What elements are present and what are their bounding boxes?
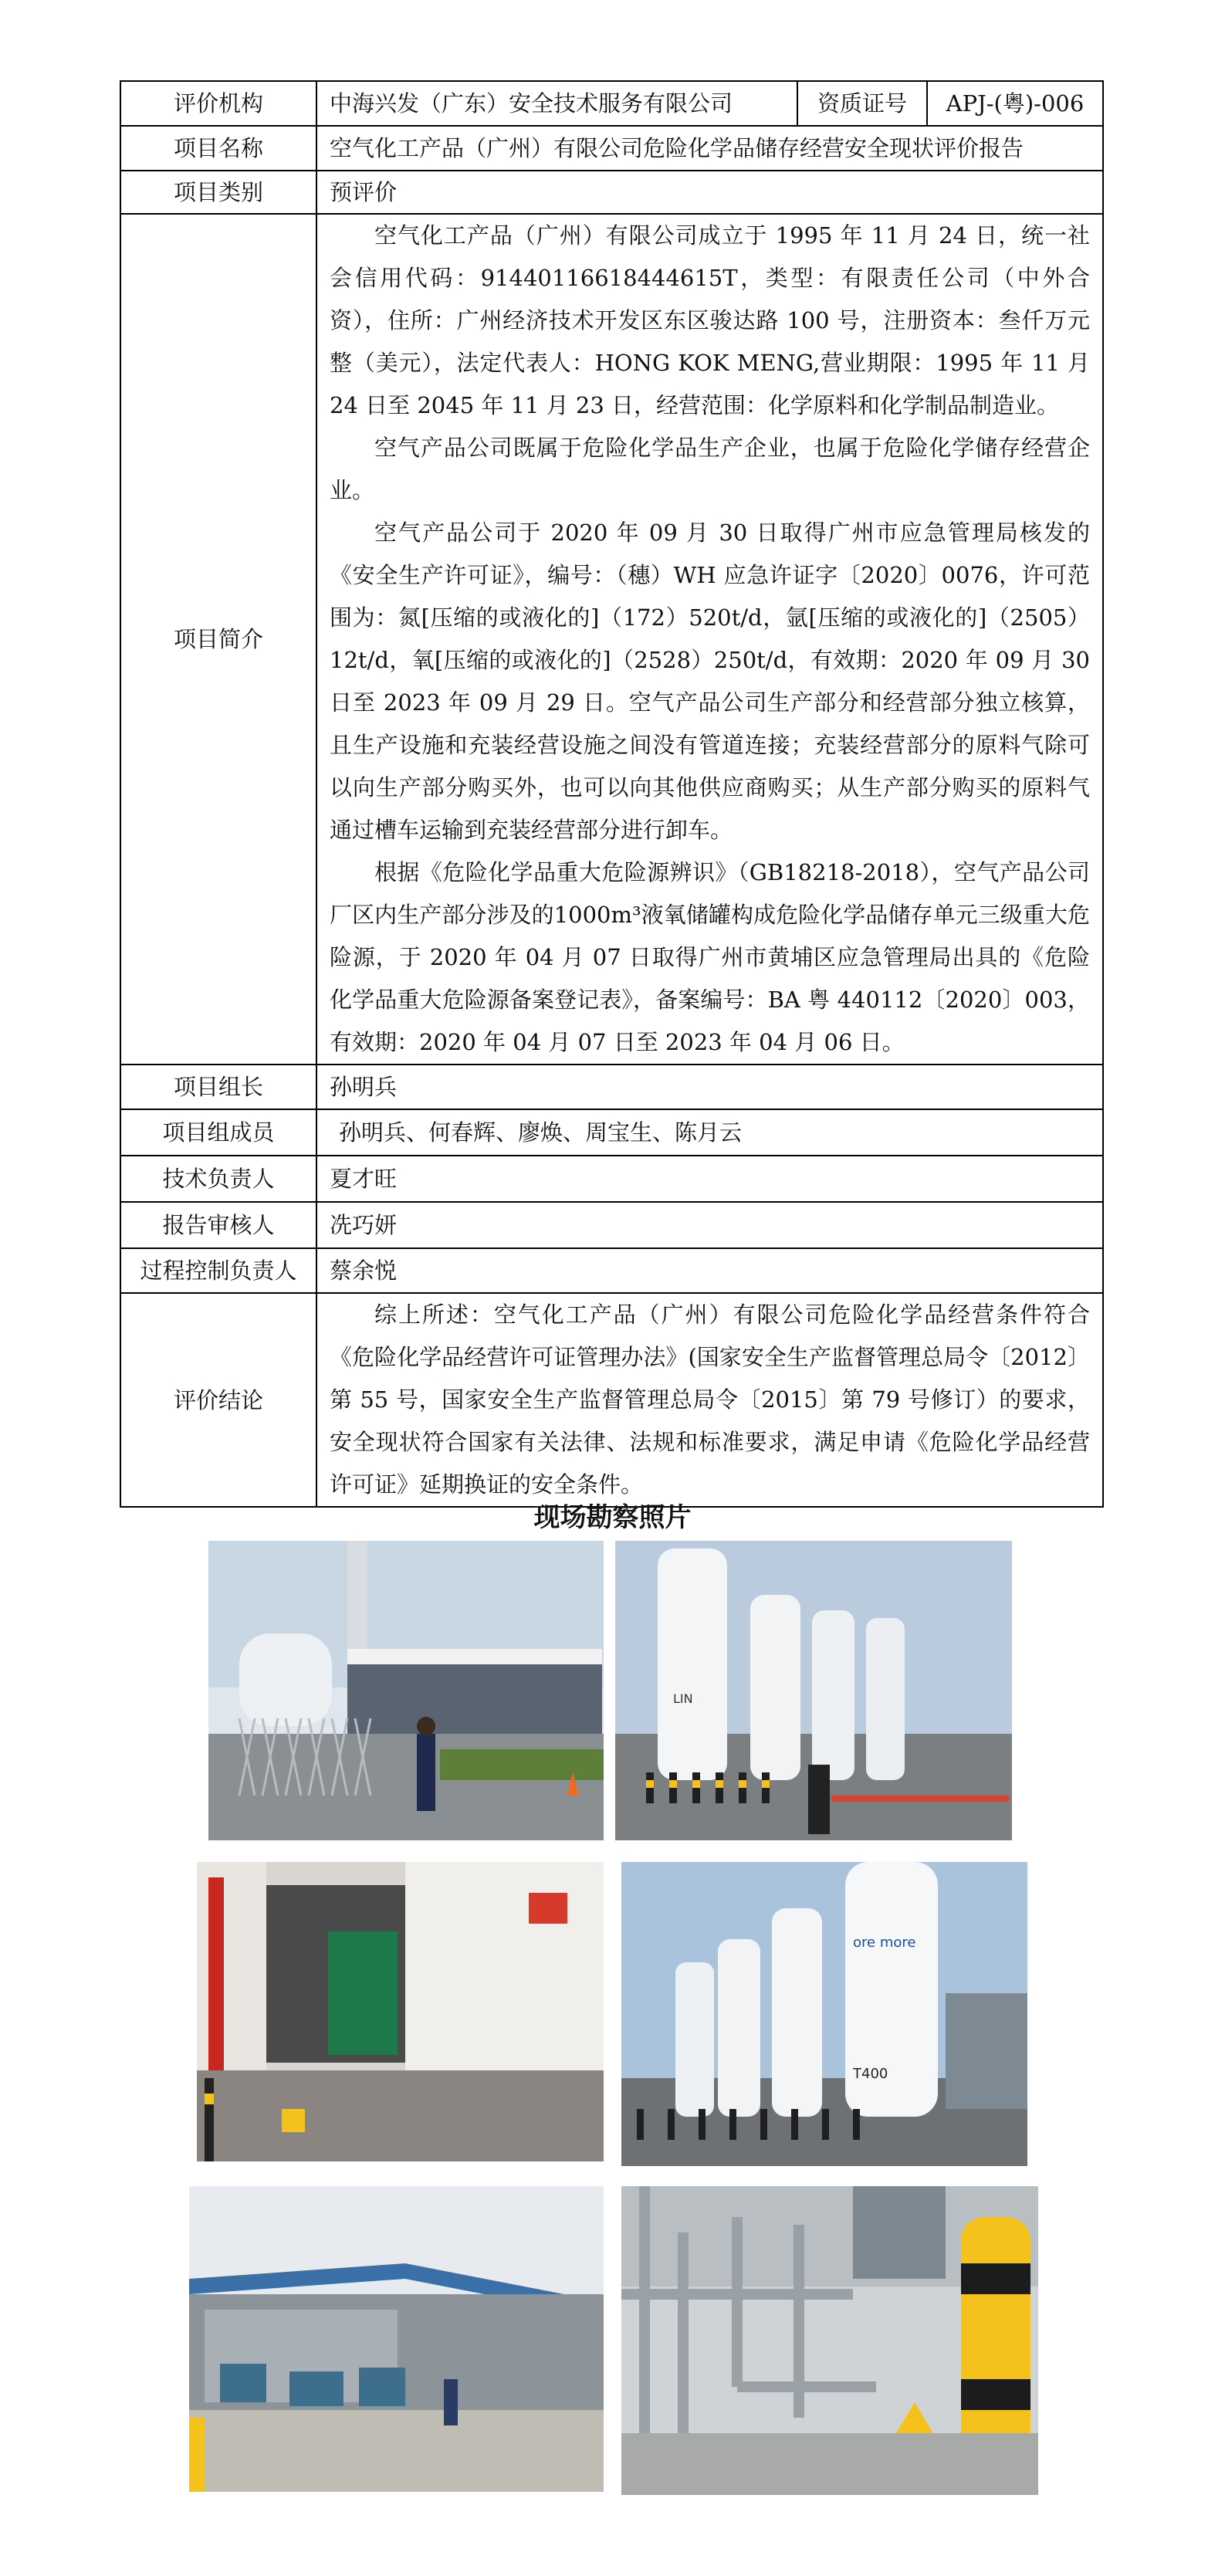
project-type-value: 预评价: [316, 171, 1103, 214]
project-intro-label: 项目简介: [120, 214, 316, 1065]
project-name-value: 空气化工产品（广州）有限公司危险化学品储存经营安全现状评价报告: [316, 126, 1103, 171]
project-name-label: 项目名称: [120, 126, 316, 171]
sign-text-lin: LIN: [673, 1691, 693, 1706]
tech-lead-label: 技术负责人: [120, 1156, 316, 1202]
intro-paragraph: 空气化工产品（广州）有限公司成立于 1995 年 11 月 24 日，统一社会信用代码：91440116618444615T，类型：有限责任公司（中外合资），住所：广州经济技术开发区东区骏达路 100 号，注册资本：叁仟万元整（美元），法定代表人：HONG KOK MENG,营业期限：1995 年 11 月 24 日至 2045 年 11 月 23 日，经营范围：化学原料和化学制品制造业。: [330, 222, 1090, 418]
photos-title: 现场勘察照片: [533, 1502, 692, 1533]
intro-paragraph: 空气产品公司既属于危险化学品生产企业，也属于危险化学储存经营企业。: [330, 435, 1090, 503]
reviewer-label: 报告审核人: [120, 1202, 316, 1248]
process-control-value: 蔡余悦: [316, 1248, 1103, 1293]
evaluation-table: [120, 80, 1104, 1508]
project-intro-value: [316, 214, 1103, 1065]
pipe-valves-photo: [621, 2186, 1038, 2495]
cert-label: 资质证号: [797, 81, 927, 126]
filling-shed-photo: [189, 2186, 604, 2492]
sign-text-more: ore more: [853, 1935, 916, 1951]
process-control-label: 过程控制负责人: [120, 1248, 316, 1293]
members-value: 孙明兵、何春辉、廖焕、周宝生、陈月云: [316, 1109, 1103, 1156]
tech-lead-value: 夏才旺: [316, 1156, 1103, 1202]
cylinder-room-photo: [197, 1862, 604, 2161]
cert-value: APJ-(粤)-006: [927, 81, 1103, 126]
leader-label: 项目组长: [120, 1065, 316, 1109]
sign-text-t400: T400: [853, 2066, 888, 2082]
site-entrance-photo: [208, 1541, 604, 1840]
members-label: 项目组成员: [120, 1109, 316, 1156]
intro-paragraph: 空气产品公司于 2020 年 09 月 30 日取得广州市应急管理局核发的《安全生产许可证》，编号：（穗）WH 应急许证字〔2020〕0076，许可范围为：氮[压缩的或液化的]（172）520t/d，氩[压缩的或液化的]（2505）12t/d，氧[压缩的或液化的]（2528）250t/d，有效期：2020 年 09 月 30 日至 2023 年 09 月 29 日。空气产品公司生产部分和经营部分独立核算，且生产设施和充装经营设施之间没有管道连接；充装经营部分的原料气除可以向生产部分购买外，也可以向其他供应商购买；从生产部分购买的原料气通过槽车运输到充装经营部分进行卸车。: [330, 520, 1090, 843]
conclusion-value: [316, 1293, 1103, 1507]
tanks-closeup-photo: [621, 1862, 1027, 2166]
org-value: 中海兴发（广东）安全技术服务有限公司: [316, 81, 797, 126]
conclusion-label: 评价结论: [120, 1293, 316, 1507]
storage-tanks-photo: [615, 1541, 1012, 1840]
project-type-label: 项目类别: [120, 171, 316, 214]
reviewer-value: 冼巧妍: [316, 1202, 1103, 1248]
intro-paragraph: 根据《危险化学品重大危险源辨识》（GB18218-2018），空气产品公司厂区内生产部分涉及的1000m³液氧储罐构成危险化学品储存单元三级重大危险源，于 2020 年 04 月 07 日取得广州市黄埔区应急管理局出具的《危险化学品重大危险源备案登记表》，备案编号：BA 粤 440112〔2020〕003，有效期：2020 年 04 月 07 日至 2023 年 04 月 06 日。: [330, 859, 1090, 1055]
org-label: 评价机构: [120, 81, 316, 126]
conclusion-text: 综上所述：空气化工产品（广州）有限公司危险化学品经营条件符合《危险化学品经营许可证管理办法》(国家安全生产监督管理总局令〔2012〕第 55 号，国家安全生产监督管理总局令〔2015〕第 79 号修订）的要求，安全现状符合国家有关法律、法规和标准要求，满足申请《危险化学品经营许可证》延期换证的安全条件。: [330, 1302, 1090, 1498]
leader-value: 孙明兵: [316, 1065, 1103, 1109]
